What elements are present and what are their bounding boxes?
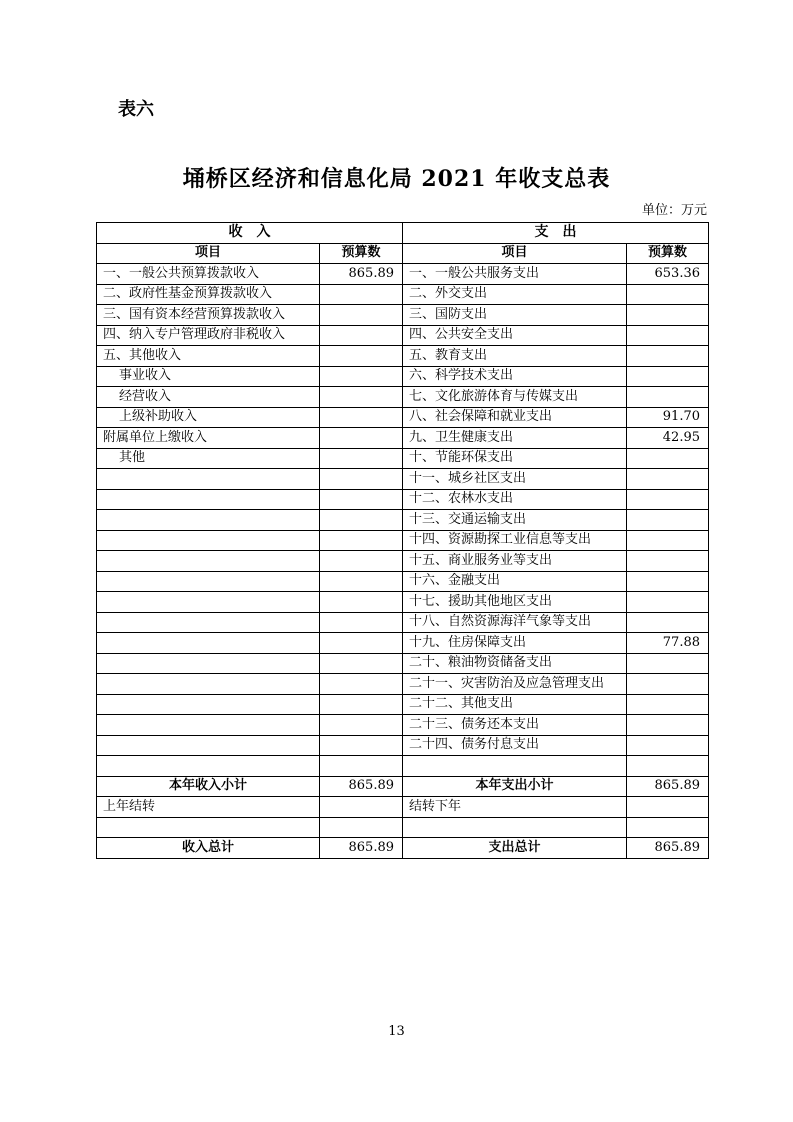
income-value-cell xyxy=(320,510,403,531)
expenditure-item-cell: 十九、住房保障支出 xyxy=(403,633,627,654)
expenditure-item-cell: 六、科学技术支出 xyxy=(403,366,627,387)
income-section-header: 收 入 xyxy=(97,223,403,244)
expenditure-value-cell: 865.89 xyxy=(627,838,709,859)
expenditure-item-cell: 十一、城乡社区支出 xyxy=(403,469,627,490)
table-row-item xyxy=(97,407,709,428)
income-value-cell xyxy=(320,674,403,695)
expenditure-value-cell xyxy=(627,530,709,551)
income-value-cell xyxy=(320,448,403,469)
expenditure-value-cell xyxy=(627,674,709,695)
income-budget-col-header: 预算数 xyxy=(320,243,403,264)
expenditure-value-cell xyxy=(627,510,709,531)
expenditure-item-cell: 二十三、债务还本支出 xyxy=(403,715,627,736)
expenditure-item-cell: 九、卫生健康支出 xyxy=(403,428,627,449)
table-row-item xyxy=(97,325,709,346)
expenditure-value-cell: 91.70 xyxy=(627,407,709,428)
income-item-col-header: 项目 xyxy=(97,243,320,264)
income-value-cell xyxy=(320,489,403,510)
expenditure-value-cell xyxy=(627,284,709,305)
table-row-item xyxy=(97,571,709,592)
expenditure-item-cell: 本年支出小计 xyxy=(403,776,627,797)
income-value-cell xyxy=(320,756,403,777)
expenditure-value-cell: 42.95 xyxy=(627,428,709,449)
table-row-item xyxy=(97,469,709,490)
income-item-cell xyxy=(97,530,320,551)
table-row-item xyxy=(97,346,709,367)
income-value-cell xyxy=(320,325,403,346)
expenditure-value-cell xyxy=(627,366,709,387)
expenditure-item-cell: 十六、金融支出 xyxy=(403,571,627,592)
table-row-total xyxy=(97,838,709,859)
income-item-cell: 经营收入 xyxy=(97,387,320,408)
expenditure-value-cell xyxy=(627,448,709,469)
expenditure-item-cell: 三、国防支出 xyxy=(403,305,627,326)
income-item-cell xyxy=(97,489,320,510)
table-row-item xyxy=(97,428,709,449)
budget-table xyxy=(96,222,709,859)
expenditure-value-cell xyxy=(627,653,709,674)
income-item-cell xyxy=(97,735,320,756)
expenditure-value-cell xyxy=(627,735,709,756)
income-item-cell: 事业收入 xyxy=(97,366,320,387)
expenditure-item-cell: 十七、援助其他地区支出 xyxy=(403,592,627,613)
income-value-cell xyxy=(320,428,403,449)
income-value-cell xyxy=(320,817,403,838)
expenditure-value-cell: 865.89 xyxy=(627,776,709,797)
income-item-cell xyxy=(97,756,320,777)
expenditure-value-cell xyxy=(627,325,709,346)
table-row-item xyxy=(97,530,709,551)
income-item-cell xyxy=(97,510,320,531)
table-row-item xyxy=(97,264,709,285)
expenditure-value-cell xyxy=(627,551,709,572)
table-row-item xyxy=(97,305,709,326)
income-item-cell: 上级补助收入 xyxy=(97,407,320,428)
income-value-cell xyxy=(320,612,403,633)
table-row-item xyxy=(97,448,709,469)
expenditure-value-cell xyxy=(627,592,709,613)
table-row-carry xyxy=(97,797,709,818)
expenditure-value-cell xyxy=(627,305,709,326)
table-row-item xyxy=(97,284,709,305)
expenditure-value-cell: 77.88 xyxy=(627,633,709,654)
income-item-cell: 一、一般公共预算拨款收入 xyxy=(97,264,320,285)
income-value-cell xyxy=(320,735,403,756)
table-label: 表六 xyxy=(118,99,154,120)
expenditure-value-cell xyxy=(627,817,709,838)
income-item-cell: 四、纳入专户管理政府非税收入 xyxy=(97,325,320,346)
expenditure-item-cell: 二十二、其他支出 xyxy=(403,694,627,715)
income-value-cell: 865.89 xyxy=(320,838,403,859)
expenditure-item-cell: 七、文化旅游体育与传媒支出 xyxy=(403,387,627,408)
expenditure-item-cell: 十三、交通运输支出 xyxy=(403,510,627,531)
income-value-cell xyxy=(320,592,403,613)
table-row-item xyxy=(97,633,709,654)
table-row-item xyxy=(97,715,709,736)
table-body xyxy=(97,264,709,859)
income-item-cell xyxy=(97,674,320,695)
expenditure-item-cell: 支出总计 xyxy=(403,838,627,859)
income-item-cell xyxy=(97,694,320,715)
income-item-cell: 本年收入小计 xyxy=(97,776,320,797)
expenditure-item-cell: 二十一、灾害防治及应急管理支出 xyxy=(403,674,627,695)
income-item-cell: 二、政府性基金预算拨款收入 xyxy=(97,284,320,305)
income-value-cell xyxy=(320,346,403,367)
income-item-cell: 附属单位上缴收入 xyxy=(97,428,320,449)
expenditure-item-cell: 二、外交支出 xyxy=(403,284,627,305)
unit-note: 单位：万元 xyxy=(641,203,707,218)
income-item-cell xyxy=(97,571,320,592)
expenditure-value-cell: 653.36 xyxy=(627,264,709,285)
table-row-subtotal xyxy=(97,776,709,797)
expenditure-item-cell: 十四、资源勘探工业信息等支出 xyxy=(403,530,627,551)
table-row-item xyxy=(97,551,709,572)
income-item-cell xyxy=(97,715,320,736)
expenditure-item-cell: 二十、粮油物资储备支出 xyxy=(403,653,627,674)
income-value-cell xyxy=(320,715,403,736)
income-item-cell xyxy=(97,633,320,654)
expenditure-item-cell xyxy=(403,756,627,777)
table-row-item xyxy=(97,387,709,408)
income-item-cell xyxy=(97,592,320,613)
expenditure-item-cell xyxy=(403,817,627,838)
expenditure-item-cell: 一、一般公共服务支出 xyxy=(403,264,627,285)
expenditure-item-cell: 五、教育支出 xyxy=(403,346,627,367)
income-item-cell: 收入总计 xyxy=(97,838,320,859)
table-row-item xyxy=(97,489,709,510)
table-row-item xyxy=(97,366,709,387)
income-value-cell xyxy=(320,653,403,674)
expenditure-item-cell: 十、节能环保支出 xyxy=(403,448,627,469)
income-value-cell xyxy=(320,571,403,592)
expenditure-budget-col-header: 预算数 xyxy=(627,243,709,264)
expenditure-item-cell: 四、公共安全支出 xyxy=(403,325,627,346)
expenditure-section-header: 支 出 xyxy=(403,223,709,244)
expenditure-item-col-header: 项目 xyxy=(403,243,627,264)
table-row-item xyxy=(97,653,709,674)
income-item-cell xyxy=(97,612,320,633)
section-header-row xyxy=(97,223,709,244)
income-value-cell xyxy=(320,551,403,572)
income-value-cell: 865.89 xyxy=(320,264,403,285)
column-header-row xyxy=(97,243,709,264)
income-value-cell xyxy=(320,387,403,408)
page-title: 埇桥区经济和信息化局 2021 年收支总表 xyxy=(182,166,611,192)
expenditure-value-cell xyxy=(627,715,709,736)
income-value-cell xyxy=(320,284,403,305)
table-row-item xyxy=(97,510,709,531)
expenditure-item-cell: 十八、自然资源海洋气象等支出 xyxy=(403,612,627,633)
expenditure-value-cell xyxy=(627,571,709,592)
expenditure-value-cell xyxy=(627,797,709,818)
expenditure-item-cell: 结转下年 xyxy=(403,797,627,818)
table-row-empty xyxy=(97,817,709,838)
expenditure-value-cell xyxy=(627,694,709,715)
expenditure-item-cell: 二十四、债务付息支出 xyxy=(403,735,627,756)
income-item-cell: 五、其他收入 xyxy=(97,346,320,367)
income-item-cell: 其他 xyxy=(97,448,320,469)
expenditure-value-cell xyxy=(627,469,709,490)
expenditure-item-cell: 八、社会保障和就业支出 xyxy=(403,407,627,428)
income-value-cell xyxy=(320,407,403,428)
expenditure-value-cell xyxy=(627,612,709,633)
income-value-cell: 865.89 xyxy=(320,776,403,797)
income-item-cell xyxy=(97,653,320,674)
income-value-cell xyxy=(320,633,403,654)
table-row-item xyxy=(97,694,709,715)
income-value-cell xyxy=(320,305,403,326)
page-number: 13 xyxy=(388,1024,405,1039)
expenditure-item-cell: 十五、商业服务业等支出 xyxy=(403,551,627,572)
expenditure-item-cell: 十二、农林水支出 xyxy=(403,489,627,510)
income-value-cell xyxy=(320,694,403,715)
expenditure-value-cell xyxy=(627,346,709,367)
income-value-cell xyxy=(320,797,403,818)
income-item-cell: 上年结转 xyxy=(97,797,320,818)
income-value-cell xyxy=(320,469,403,490)
income-item-cell xyxy=(97,551,320,572)
income-item-cell xyxy=(97,817,320,838)
table-row-item xyxy=(97,735,709,756)
expenditure-value-cell xyxy=(627,387,709,408)
income-item-cell: 三、国有资本经营预算拨款收入 xyxy=(97,305,320,326)
expenditure-value-cell xyxy=(627,489,709,510)
table-row-item xyxy=(97,592,709,613)
income-value-cell xyxy=(320,530,403,551)
income-value-cell xyxy=(320,366,403,387)
table-row-empty xyxy=(97,756,709,777)
expenditure-value-cell xyxy=(627,756,709,777)
table-row-item xyxy=(97,612,709,633)
table-row-item xyxy=(97,674,709,695)
income-item-cell xyxy=(97,469,320,490)
